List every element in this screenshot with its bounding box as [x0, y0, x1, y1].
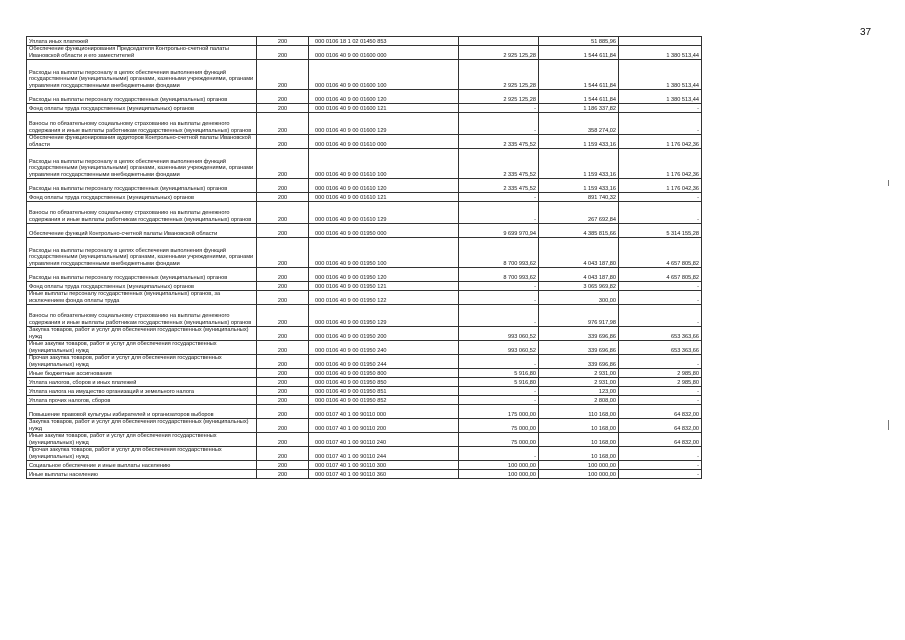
row-planned-cell: 8 700 993,62 — [459, 268, 539, 282]
table-row — [27, 369, 702, 378]
table-row — [27, 179, 702, 193]
row-kbk-cell: 000 0106 40 9 00 01950 851 — [309, 387, 459, 396]
row-kbk-cell: 000 0106 40 9 00 01610 120 — [309, 179, 459, 193]
row-planned-cell: 2 925 125,28 — [459, 60, 539, 90]
row-remaining-cell: 64 832,00 — [619, 433, 702, 447]
row-remaining-cell — [619, 37, 702, 46]
row-executed-cell: 100 000,00 — [539, 470, 619, 479]
row-executed-cell: 1 186 337,82 — [539, 104, 619, 113]
row-kbk-cell: 000 0106 40 9 00 01610 000 — [309, 135, 459, 149]
table-row — [27, 470, 702, 479]
row-kbk-cell: 000 0106 40 9 00 01950 850 — [309, 378, 459, 387]
row-name-cell: Фонд оплаты труда государственных (муниципальных) органов — [27, 193, 257, 202]
row-name-cell: Уплата налогов, сборов и иных платежей — [27, 378, 257, 387]
row-code-cell: 200 — [257, 193, 309, 202]
table-row — [27, 355, 702, 369]
row-kbk-cell: 000 0106 40 9 00 01600 100 — [309, 60, 459, 90]
row-code-cell: 200 — [257, 447, 309, 461]
row-remaining-cell: - — [619, 282, 702, 291]
row-name-cell: Иные закупки товаров, работ и услуг для обеспечения государственных (муниципальных) нужд — [27, 433, 257, 447]
row-name-cell: Закупка товаров, работ и услуг для обеспечения государственных (муниципальных) нужд — [27, 327, 257, 341]
row-remaining-cell: - — [619, 461, 702, 470]
row-remaining-cell: - — [619, 104, 702, 113]
row-code-cell: 200 — [257, 113, 309, 135]
row-name-cell: Расходы на выплаты персоналу в целях обеспечения выполнения функций государственными (муниципальными) органами, казенными учреждениями, органами управления государственными внебюджетными фондами — [27, 149, 257, 179]
row-planned-cell: 100 000,00 — [459, 470, 539, 479]
row-code-cell: 200 — [257, 268, 309, 282]
scan-mark-top — [888, 180, 889, 186]
table-row — [27, 193, 702, 202]
row-planned-cell: 2 335 475,52 — [459, 149, 539, 179]
row-code-cell: 200 — [257, 179, 309, 193]
expenditure-table — [26, 36, 702, 479]
row-remaining-cell: - — [619, 355, 702, 369]
row-name-cell: Обеспечение функций Контрольно-счетной палаты Ивановской области — [27, 224, 257, 238]
row-name-cell: Взносы по обязательному социальному страхованию на выплаты денежного содержания и иные выплаты работникам государственных (муниципальных) органов — [27, 305, 257, 327]
row-remaining-cell: - — [619, 396, 702, 405]
row-executed-cell: 123,00 — [539, 387, 619, 396]
row-planned-cell: - — [459, 282, 539, 291]
row-remaining-cell: 2 985,80 — [619, 369, 702, 378]
row-planned-cell: 2 335 475,52 — [459, 179, 539, 193]
row-planned-cell: 993 060,52 — [459, 341, 539, 355]
table-row — [27, 224, 702, 238]
row-executed-cell: 339 696,86 — [539, 327, 619, 341]
row-kbk-cell: 000 0107 40 1 00 90110 200 — [309, 419, 459, 433]
row-kbk-cell: 000 0106 40 9 00 01950 100 — [309, 238, 459, 268]
row-code-cell: 200 — [257, 224, 309, 238]
row-executed-cell: 267 692,84 — [539, 202, 619, 224]
row-remaining-cell: 1 380 513,44 — [619, 60, 702, 90]
row-kbk-cell: 000 0106 40 9 00 01610 121 — [309, 193, 459, 202]
row-remaining-cell: 64 832,00 — [619, 419, 702, 433]
row-code-cell: 200 — [257, 470, 309, 479]
row-remaining-cell: - — [619, 202, 702, 224]
row-executed-cell: 358 274,02 — [539, 113, 619, 135]
table-row — [27, 387, 702, 396]
row-kbk-cell: 000 0106 40 9 00 01600 121 — [309, 104, 459, 113]
row-executed-cell: 2 931,00 — [539, 369, 619, 378]
row-planned-cell: 175 000,00 — [459, 405, 539, 419]
row-planned-cell: 75 000,00 — [459, 433, 539, 447]
row-planned-cell: - — [459, 387, 539, 396]
row-remaining-cell: - — [619, 387, 702, 396]
table-row — [27, 90, 702, 104]
row-name-cell: Обеспечение функционирования аудиторов Контрольно-счетной палаты Ивановской области — [27, 135, 257, 149]
table-row — [27, 60, 702, 90]
row-executed-cell: 1 159 433,16 — [539, 149, 619, 179]
row-remaining-cell: 1 380 513,44 — [619, 90, 702, 104]
row-kbk-cell: 000 0107 40 1 00 90110 000 — [309, 405, 459, 419]
row-planned-cell: - — [459, 291, 539, 305]
table-row — [27, 46, 702, 60]
row-planned-cell: 100 000,00 — [459, 461, 539, 470]
row-planned-cell: - — [459, 305, 539, 327]
row-planned-cell: - — [459, 202, 539, 224]
row-kbk-cell: 000 0106 40 9 00 01950 121 — [309, 282, 459, 291]
table-row — [27, 396, 702, 405]
table-row — [27, 327, 702, 341]
row-code-cell: 200 — [257, 282, 309, 291]
row-remaining-cell: 5 314 155,28 — [619, 224, 702, 238]
row-kbk-cell: 000 0106 40 9 00 01950 129 — [309, 305, 459, 327]
row-code-cell: 200 — [257, 305, 309, 327]
row-remaining-cell: 1 176 042,36 — [619, 135, 702, 149]
row-kbk-cell: 000 0106 40 9 00 01950 244 — [309, 355, 459, 369]
row-remaining-cell: 1 176 042,36 — [619, 149, 702, 179]
row-name-cell: Обеспечение функционирования Председателя Контрольно-счетной палаты Ивановской области и его заместителей — [27, 46, 257, 60]
row-planned-cell: 8 700 993,62 — [459, 238, 539, 268]
row-planned-cell: 5 916,80 — [459, 369, 539, 378]
row-executed-cell: 100 000,00 — [539, 461, 619, 470]
row-name-cell: Фонд оплаты труда государственных (муниципальных) органов — [27, 104, 257, 113]
row-code-cell: 200 — [257, 238, 309, 268]
row-planned-cell: - — [459, 193, 539, 202]
row-kbk-cell: 000 0106 40 9 00 01600 129 — [309, 113, 459, 135]
row-kbk-cell: 000 0106 40 9 00 01950 240 — [309, 341, 459, 355]
row-name-cell: Иные выплаты населению — [27, 470, 257, 479]
table-row — [27, 447, 702, 461]
row-planned-cell: 5 916,80 — [459, 378, 539, 387]
row-name-cell: Иные выплаты персоналу государственных (муниципальных) органов, за исключением фонда оплаты труда — [27, 291, 257, 305]
row-planned-cell: 75 000,00 — [459, 419, 539, 433]
row-code-cell: 200 — [257, 202, 309, 224]
row-remaining-cell: - — [619, 447, 702, 461]
row-remaining-cell: 653 363,66 — [619, 327, 702, 341]
row-code-cell: 200 — [257, 46, 309, 60]
row-code-cell: 200 — [257, 396, 309, 405]
row-code-cell: 200 — [257, 341, 309, 355]
row-code-cell: 200 — [257, 419, 309, 433]
row-planned-cell: - — [459, 355, 539, 369]
row-planned-cell: - — [459, 396, 539, 405]
row-planned-cell: - — [459, 447, 539, 461]
row-name-cell: Прочая закупка товаров, работ и услуг для обеспечения государственных (муниципальных) нужд — [27, 355, 257, 369]
row-code-cell: 200 — [257, 90, 309, 104]
row-executed-cell: 300,00 — [539, 291, 619, 305]
row-executed-cell: 10 168,00 — [539, 433, 619, 447]
table-body — [27, 37, 702, 479]
row-name-cell: Расходы на выплаты персоналу в целях обеспечения выполнения функций государственными (муниципальными) органами, казенными учреждениями, органами управления государственными внебюджетными фондами — [27, 60, 257, 90]
row-remaining-cell: 1 176 042,36 — [619, 179, 702, 193]
row-name-cell: Повышение правовой культуры избирателей и организаторов выборов — [27, 405, 257, 419]
row-executed-cell: 51 885,96 — [539, 37, 619, 46]
row-planned-cell: 993 060,52 — [459, 327, 539, 341]
row-name-cell: Фонд оплаты труда государственных (муниципальных) органов — [27, 282, 257, 291]
row-executed-cell: 891 740,32 — [539, 193, 619, 202]
page-number: 37 — [860, 27, 872, 38]
row-name-cell: Уплата налога на имущество организаций и земельного налога — [27, 387, 257, 396]
row-kbk-cell: 000 0106 40 9 00 01950 852 — [309, 396, 459, 405]
row-executed-cell: 10 168,00 — [539, 419, 619, 433]
table-row — [27, 291, 702, 305]
row-kbk-cell: 000 0106 40 9 00 01600 120 — [309, 90, 459, 104]
table-row — [27, 461, 702, 470]
row-code-cell: 200 — [257, 291, 309, 305]
row-code-cell: 200 — [257, 387, 309, 396]
report-sheet — [26, 36, 702, 479]
row-name-cell: Уплата прочих налогов, сборов — [27, 396, 257, 405]
table-row — [27, 104, 702, 113]
row-kbk-cell: 000 0106 40 9 00 01600 000 — [309, 46, 459, 60]
row-kbk-cell: 000 0107 40 1 00 90110 240 — [309, 433, 459, 447]
row-executed-cell: 110 168,00 — [539, 405, 619, 419]
table-row — [27, 149, 702, 179]
row-executed-cell: 4 043 187,80 — [539, 268, 619, 282]
row-code-cell: 200 — [257, 355, 309, 369]
row-planned-cell: - — [459, 104, 539, 113]
row-code-cell: 200 — [257, 327, 309, 341]
row-remaining-cell: 653 363,66 — [619, 341, 702, 355]
table-row — [27, 433, 702, 447]
row-executed-cell: 4 043 187,80 — [539, 238, 619, 268]
row-executed-cell: 3 065 969,82 — [539, 282, 619, 291]
row-planned-cell: 2 925 125,28 — [459, 90, 539, 104]
row-executed-cell: 1 544 611,84 — [539, 46, 619, 60]
table-row — [27, 341, 702, 355]
row-code-cell: 200 — [257, 369, 309, 378]
row-name-cell: Социальное обеспечение и иные выплаты населению — [27, 461, 257, 470]
row-code-cell: 200 — [257, 149, 309, 179]
row-kbk-cell: 000 0106 40 9 00 01950 000 — [309, 224, 459, 238]
row-executed-cell: 1 159 433,16 — [539, 135, 619, 149]
row-name-cell: Расходы на выплаты персоналу государственных (муниципальных) органов — [27, 179, 257, 193]
row-planned-cell: - — [459, 113, 539, 135]
row-remaining-cell: - — [619, 305, 702, 327]
row-code-cell: 200 — [257, 37, 309, 46]
row-name-cell: Расходы на выплаты персоналу государственных (муниципальных) органов — [27, 268, 257, 282]
row-remaining-cell: 1 380 513,44 — [619, 46, 702, 60]
row-kbk-cell: 000 0106 40 9 00 01950 120 — [309, 268, 459, 282]
row-executed-cell: 10 168,00 — [539, 447, 619, 461]
row-planned-cell — [459, 37, 539, 46]
row-planned-cell: 9 699 970,94 — [459, 224, 539, 238]
row-kbk-cell: 000 0106 40 9 00 01610 129 — [309, 202, 459, 224]
table-row — [27, 202, 702, 224]
row-name-cell: Расходы на выплаты персоналу в целях обеспечения выполнения функций государственными (муниципальными) органами, казенными учреждениями, органами управления государственными внебюджетными фондами — [27, 238, 257, 268]
row-kbk-cell: 000 0106 40 9 00 01950 200 — [309, 327, 459, 341]
row-remaining-cell: - — [619, 470, 702, 479]
table-row — [27, 37, 702, 46]
row-planned-cell: 2 925 125,28 — [459, 46, 539, 60]
row-remaining-cell: - — [619, 113, 702, 135]
row-kbk-cell: 000 0107 40 1 00 90110 360 — [309, 470, 459, 479]
row-kbk-cell: 000 0107 40 1 00 90110 244 — [309, 447, 459, 461]
row-executed-cell: 339 696,86 — [539, 341, 619, 355]
row-name-cell: Расходы на выплаты персоналу государственных (муниципальных) органов — [27, 90, 257, 104]
row-executed-cell: 2 931,00 — [539, 378, 619, 387]
table-row — [27, 113, 702, 135]
row-planned-cell: 2 335 475,52 — [459, 135, 539, 149]
scan-mark-bottom — [888, 420, 889, 430]
row-name-cell: Уплата иных платежей — [27, 37, 257, 46]
row-code-cell: 200 — [257, 433, 309, 447]
table-row — [27, 282, 702, 291]
row-code-cell: 200 — [257, 135, 309, 149]
row-name-cell: Закупка товаров, работ и услуг для обеспечения государственных (муниципальных) нужд — [27, 419, 257, 433]
row-name-cell: Прочая закупка товаров, работ и услуг для обеспечения государственных (муниципальных) нужд — [27, 447, 257, 461]
row-code-cell: 200 — [257, 378, 309, 387]
table-row — [27, 268, 702, 282]
table-row — [27, 378, 702, 387]
row-name-cell: Взносы по обязательному социальному страхованию на выплаты денежного содержания и иные выплаты работникам государственных (муниципальных) органов — [27, 113, 257, 135]
row-code-cell: 200 — [257, 104, 309, 113]
row-executed-cell: 1 159 433,16 — [539, 179, 619, 193]
row-remaining-cell: 2 985,80 — [619, 378, 702, 387]
row-executed-cell: 1 544 611,84 — [539, 90, 619, 104]
row-remaining-cell: 64 832,00 — [619, 405, 702, 419]
row-code-cell: 200 — [257, 60, 309, 90]
table-row — [27, 419, 702, 433]
row-kbk-cell: 000 0107 40 1 00 90110 300 — [309, 461, 459, 470]
row-name-cell: Иные бюджетные ассигнования — [27, 369, 257, 378]
row-name-cell: Иные закупки товаров, работ и услуг для обеспечения государственных (муниципальных) нужд — [27, 341, 257, 355]
row-remaining-cell: - — [619, 193, 702, 202]
row-kbk-cell: 000 0106 40 9 00 01950 122 — [309, 291, 459, 305]
row-remaining-cell: 4 657 805,82 — [619, 268, 702, 282]
table-row — [27, 135, 702, 149]
row-remaining-cell: - — [619, 291, 702, 305]
row-executed-cell: 1 544 611,84 — [539, 60, 619, 90]
table-row — [27, 305, 702, 327]
row-executed-cell: 4 385 815,66 — [539, 224, 619, 238]
row-executed-cell: 976 917,98 — [539, 305, 619, 327]
row-name-cell: Взносы по обязательному социальному страхованию на выплаты денежного содержания и иные выплаты работникам государственных (муниципальных) органов — [27, 202, 257, 224]
row-executed-cell: 339 696,86 — [539, 355, 619, 369]
row-kbk-cell: 000 0106 40 9 00 01610 100 — [309, 149, 459, 179]
table-row — [27, 405, 702, 419]
row-kbk-cell: 000 0106 40 9 00 01950 800 — [309, 369, 459, 378]
table-row — [27, 238, 702, 268]
row-code-cell: 200 — [257, 461, 309, 470]
row-executed-cell: 2 808,00 — [539, 396, 619, 405]
row-kbk-cell: 000 0106 18 1 02 01450 853 — [309, 37, 459, 46]
row-remaining-cell: 4 657 805,82 — [619, 238, 702, 268]
row-code-cell: 200 — [257, 405, 309, 419]
